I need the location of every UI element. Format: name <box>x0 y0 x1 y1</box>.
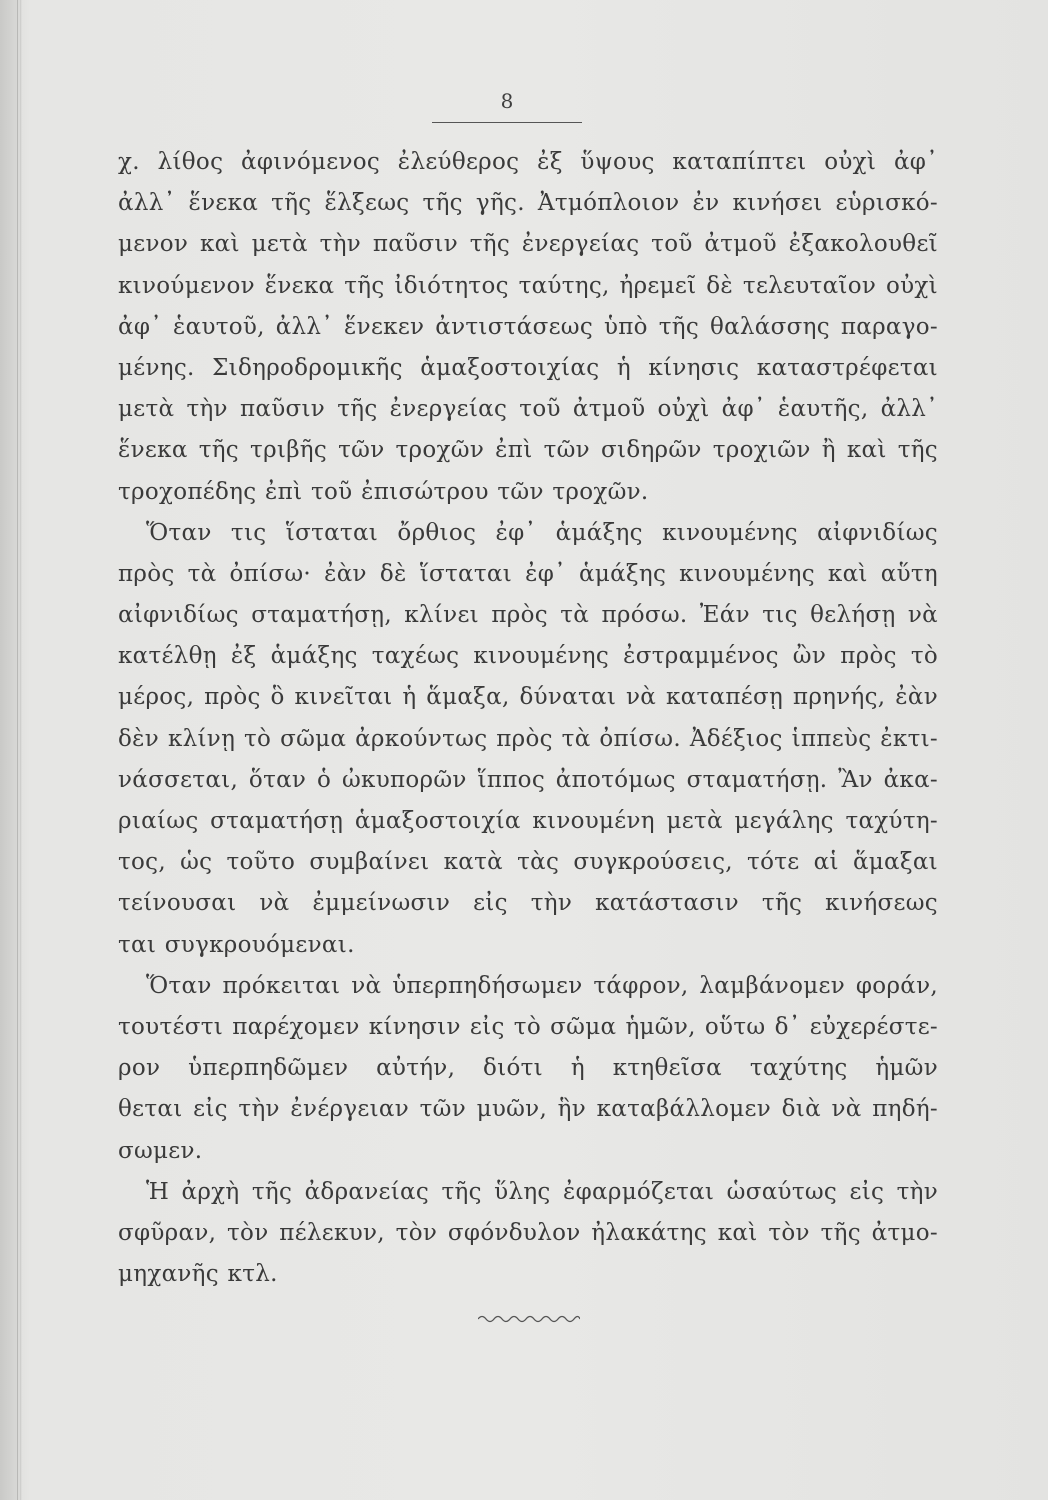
wavy-rule-icon <box>478 1312 580 1326</box>
text-line: Ὅταν τις ἵσταται ὄρθιος ἐφ᾽ ἁμάξης κινουμένης αἰφνιδίως <box>146 519 938 546</box>
text-line: χ. λίθος ἀφινόμενος ἐλεύθερος ἐξ ὕψους καταπίπτει οὐχὶ ἀφ᾽ <box>118 149 938 175</box>
text-line: τος, ὡς τοῦτο συμβαίνει κατὰ τὰς συγκρούσεις, τότε αἱ ἅμαξαι <box>118 849 938 876</box>
text-line: τείνουσαι νὰ ἐμμείνωσιν εἰς τὴν κατάστασιν τῆς κινήσεως <box>118 890 938 917</box>
text-line: ρον ὑπερπηδῶμεν αὐτήν, διότι ἡ κτηθεῖσα ταχύτης ἡμῶν <box>118 1055 938 1082</box>
text-line: μένης. Σιδηροδρομικῆς ἁμαξοστοιχίας ἡ κίνησις καταστρέφεται <box>118 354 938 381</box>
text-line: ἀφ᾽ ἑαυτοῦ, ἀλλ᾽ ἕνεκεν ἀντιστάσεως ὑπὸ τῆς θαλάσσης παραγο- <box>118 313 938 340</box>
end-ornament <box>478 1312 580 1326</box>
text-line: νάσσεται, ὅταν ὁ ὠκυπορῶν ἵππος ἀποτόμως σταματήσῃ. Ἂν ἀκα- <box>118 766 938 793</box>
text-line: μέρος, πρὸς ὃ κινεῖται ἡ ἅμαξα, δύναται νὰ καταπέσῃ πρηνής, ἐὰν <box>118 684 938 711</box>
text-line: σωμεν. <box>118 1137 203 1164</box>
page-header <box>432 86 582 123</box>
text-line: ριαίως σταματήσῃ ἁμαξοστοιχία κινουμένη μετὰ μεγάλης ταχύτη- <box>118 808 938 834</box>
text-line: κατέλθῃ ἐξ ἁμάξης ταχέως κινουμένης ἐστραμμένος ὢν πρὸς τὸ <box>118 643 938 670</box>
text-line: μετὰ τὴν παῦσιν τῆς ἐνεργείας τοῦ ἀτμοῦ οὐχὶ ἀφ᾽ ἑαυτῆς, ἀλλ᾽ <box>118 396 938 423</box>
text-line: ἕνεκα τῆς τριβῆς τῶν τροχῶν ἐπὶ τῶν σιδηρῶν τροχιῶν ἢ καὶ τῆς <box>118 437 938 464</box>
body-text <box>118 142 938 1295</box>
text-line: ται συγκρουόμεναι. <box>118 931 355 958</box>
text-line: κινούμενον ἕνεκα τῆς ἰδιότητος ταύτης, ἠρεμεῖ δὲ τελευταῖον οὐχὶ <box>118 272 938 299</box>
binding-line <box>17 0 18 1500</box>
binding-line <box>20 0 21 1500</box>
text-line: τροχοπέδης ἐπὶ τοῦ ἐπισώτρου τῶν τροχῶν. <box>118 478 649 505</box>
text-line: Ὅταν πρόκειται νὰ ὑπερπηδήσωμεν τάφρον, λαμβάνομεν φοράν, <box>146 972 938 999</box>
text-line: Ἡ ἀρχὴ τῆς ἀδρανείας τῆς ὕλης ἐφαρμόζεται ὡσαύτως εἰς τὴν <box>146 1178 938 1205</box>
binding-edge <box>0 0 22 1500</box>
text-line: τουτέστι παρέχομεν κίνησιν εἰς τὸ σῶμα ἡμῶν, οὕτω δ᾽ εὐχερέστε- <box>118 1013 938 1040</box>
text-line: θεται εἰς τὴν ἐνέργειαν τῶν μυῶν, ἣν καταβάλλομεν διὰ νὰ πηδή- <box>118 1096 938 1123</box>
text-line: πρὸς τὰ ὀπίσω· ἐὰν δὲ ἵσταται ἐφ᾽ ἁμάξης κινουμένης καὶ αὕτη <box>118 560 938 587</box>
text-line: δὲν κλίνῃ τὸ σῶμα ἀρκούντως πρὸς τὰ ὀπίσω. Ἀδέξιος ἱππεὺς ἐκτι- <box>118 725 938 752</box>
text-line: μενον καὶ μετὰ τὴν παῦσιν τῆς ἐνεργείας τοῦ ἀτμοῦ ἐξακολουθεῖ <box>118 231 938 258</box>
page-number: 8 <box>500 89 514 113</box>
header-rule <box>432 122 582 123</box>
text-line: μηχανῆς κτλ. <box>118 1261 278 1288</box>
text-line: ἀλλ᾽ ἕνεκα τῆς ἕλξεως τῆς γῆς. Ἀτμόπλοιον ἐν κινήσει εὑρισκό- <box>118 190 938 217</box>
text-line: σφῦραν, τὸν πέλεκυν, τὸν σφόνδυλον ἠλακάτης καὶ τὸν τῆς ἀτμο- <box>118 1219 938 1246</box>
text-line: αἰφνιδίως σταματήσῃ, κλίνει πρὸς τὰ πρόσω. Ἐάν τις θελήσῃ νὰ <box>118 602 938 629</box>
